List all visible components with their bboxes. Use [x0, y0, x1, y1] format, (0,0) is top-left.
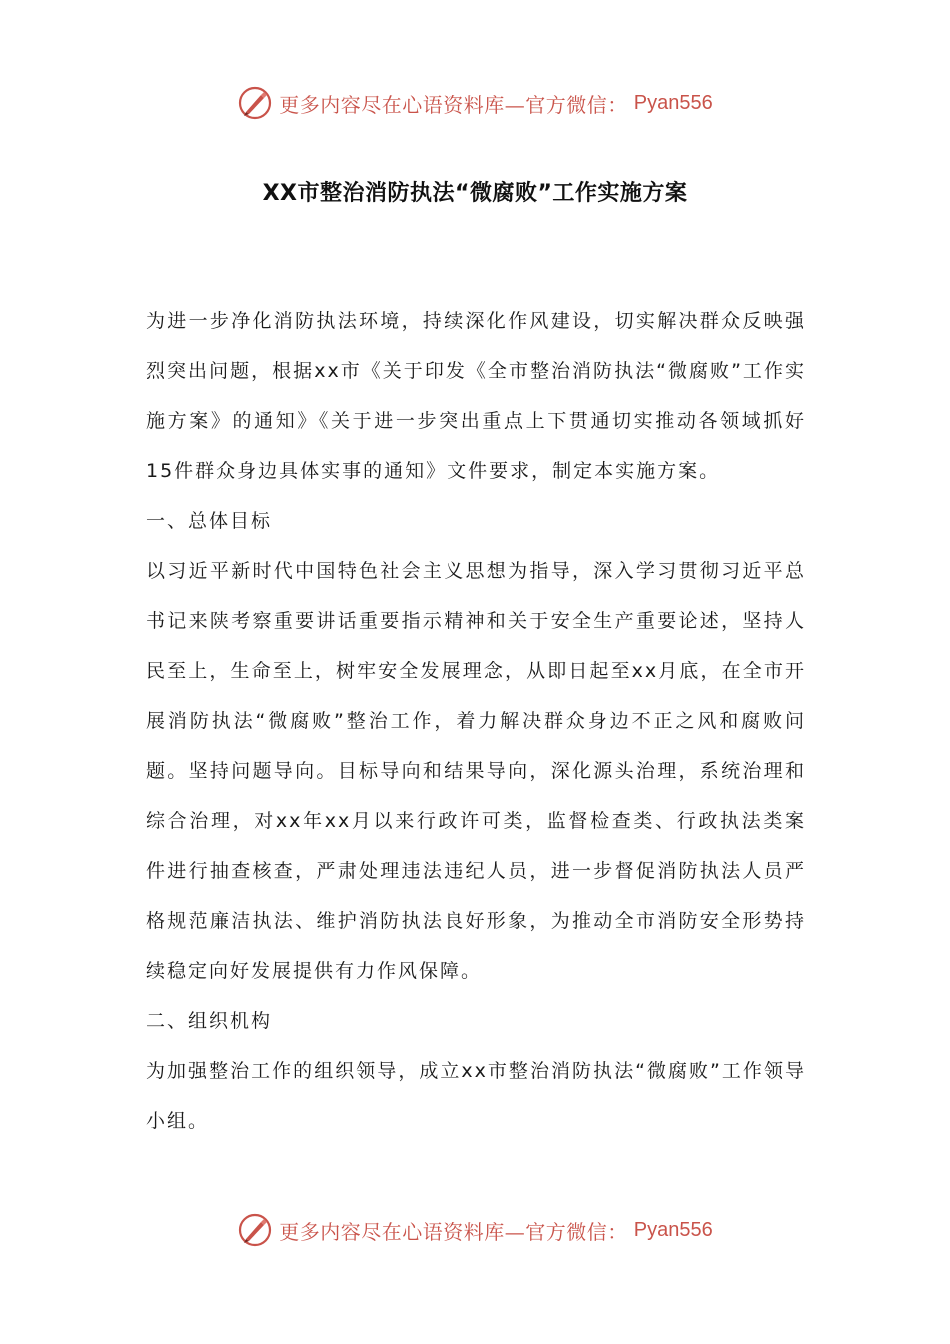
- organization-paragraph: 为加强整治工作的组织领导，成立xx市整治消防执法“微腐败”工作领导小组。: [146, 1060, 806, 1132]
- overall-goal-paragraph: 以习近平新时代中国特色社会主义思想为指导，深入学习贯彻习近平总书记来陕考察重要讲话重要指示精神和关于安全生产重要论述，坚持人民至上，生命至上，树牢安全发展理念，从即日起至xx月底，在全市开展消防执法“微腐败”整治工作，着力解决群众身边不正之风和腐败问题。坚持问题导向。目标导向和结果导向，深化源头治理，系统治理和综合治理，对xx年xx月以来行政许可类，监督检查类、行政执法类案件进行抽查核查，严肃处理违法违纪人员，进一步督促消防执法人员严格规范廉洁执法、维护消防执法良好形象，为推动全市消防安全形势持续稳定向好发展提供有力作风保障。: [146, 560, 806, 982]
- footer-watermark: [0, 1210, 950, 1250]
- intro-paragraph: 为进一步净化消防执法环境，持续深化作风建设，切实解决群众反映强烈突出问题，根据xx市《关于印发《全市整治消防执法“微腐败”工作实施方案》的通知》《关于进一步突出重点上下贯通切实推动各领域抓好15件群众身边具体实事的通知》文件要求，制定本实施方案。: [146, 310, 806, 482]
- section-heading-organization: 二、组织机构: [146, 1010, 273, 1032]
- section-heading-overall-goal: 一、总体目标: [146, 510, 273, 532]
- watermark-wechat-id: Pyan556: [633, 1218, 713, 1241]
- watermark-text: 更多内容尽在心语资料库—官方微信：: [279, 1219, 628, 1244]
- pen-logo-icon: [237, 85, 273, 121]
- header-watermark: [0, 83, 950, 123]
- pen-logo-icon: [237, 1212, 273, 1248]
- watermark-wechat-id: Pyan556: [633, 91, 713, 114]
- page-title: XX市整治消防执法“微腐败”工作实施方案: [262, 181, 688, 206]
- watermark-text: 更多内容尽在心语资料库—官方微信：: [279, 92, 628, 117]
- document-body: [146, 296, 806, 1146]
